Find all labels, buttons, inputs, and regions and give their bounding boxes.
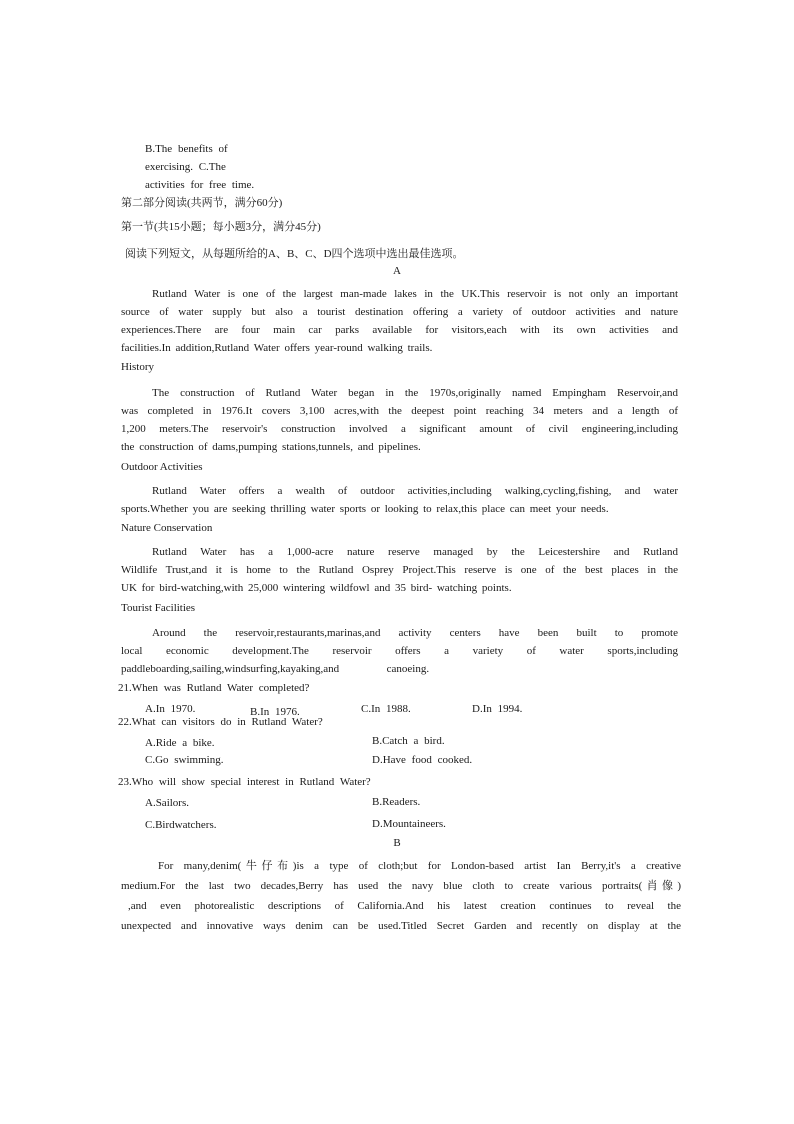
passage-a-intro [121, 285, 678, 357]
option-22-c: C.Go swimming. [145, 754, 224, 766]
section-heading-outdoor: Outdoor Activities [121, 461, 203, 473]
paragraph-line: the construction of dams,pumping stations,tunnels, and pipelines. [121, 441, 421, 453]
paragraph-line: Wildlife Trust,and it is home to the Rutland Osprey Project.This reserve is one of the best places in the [121, 564, 678, 576]
paragraph-line: sports.Whether you are seeking thrilling water sports or looking to relax,this place can meet your needs. [121, 503, 609, 515]
option-23-a: A.Sailors. [145, 797, 189, 809]
section-heading-facilities: Tourist Facilities [121, 602, 196, 614]
option-22-b: B.Catch a bird. [372, 735, 445, 747]
paragraph-line: experiences.There are four main car parks available for visitors,each with its own activities and [121, 324, 678, 336]
paragraph-outdoor [121, 482, 678, 518]
paragraph-line: source of water supply but also a tourist destination offering a variety of outdoor activities and nature [121, 306, 678, 318]
paragraph-line: was completed in 1976.It covers 3,100 acres,with the deepest point reaching 34 meters and a length of [121, 405, 678, 417]
paragraph-line: paddleboarding,sailing,windsurfing,kayaking,and canoeing. [121, 663, 430, 675]
option-23-d: D.Mountaineers. [372, 818, 446, 830]
section-heading-history: History [121, 361, 154, 373]
paragraph-line: ,and even photorealistic descriptions of California.And his latest creation continues to reveal the [128, 900, 681, 912]
option-22-a: A.Ride a bike. [145, 737, 215, 749]
option-22-d: D.Have food cooked. [372, 754, 473, 766]
option-21-c: C.In 1988. [361, 703, 411, 715]
question-23: 23.Who will show special interest in Rutland Water? [118, 776, 371, 788]
paragraph-history [121, 384, 678, 456]
paragraph-line: local economic development.The reservoir offers a variety of water sports,including [121, 645, 678, 657]
paragraph-line: Rutland Water has a 1,000-acre nature reserve managed by the Leicestershire and Rutland [152, 546, 678, 558]
paragraph-line: For many,denim(牛仔布)is a type of cloth;but for London-based artist Ian Berry,it's a creative [158, 860, 681, 872]
question-22: 22.What can visitors do in Rutland Water? [118, 716, 323, 728]
passage-b-letter: B [393, 837, 401, 849]
paragraph-line: Around the reservoir,restaurants,marinas,and activity centers have been built to promote [152, 627, 678, 639]
instructions: 阅读下列短文，从每题所给的A、B、C、D四个选项中选出最佳选项。 [125, 248, 464, 260]
paragraph-facilities [121, 624, 678, 678]
paragraph-line: facilities.In addition,Rutland Water offers year-round walking trails. [121, 342, 433, 354]
question-21: 21.When was Rutland Water completed? [118, 682, 310, 694]
paragraph-line: Rutland Water is one of the largest man-made lakes in the UK.This reservoir is not only an important [152, 288, 678, 300]
section-title: 第一节(共15小题；每小题3分，满分45分) [121, 221, 321, 233]
option-line: B.The benefits of [145, 143, 228, 155]
option-23-c: C.Birdwatchers. [145, 819, 217, 831]
part-title: 第二部分阅读(共两节，满分60分) [121, 197, 283, 209]
option-21-a: A.In 1970. [145, 703, 196, 715]
option-line: activities for free time. [145, 179, 255, 191]
paragraph-nature [121, 543, 678, 597]
passage-a-letter: A [393, 265, 401, 277]
option-21-d: D.In 1994. [472, 703, 523, 715]
paragraph-line: medium.For the last two decades,Berry has used the navy blue cloth to create various portraits(肖像) [121, 880, 681, 892]
paragraph-line: Rutland Water offers a wealth of outdoor activities,including walking,cycling,fishing, and water [152, 485, 678, 497]
paragraph-line: unexpected and innovative ways denim can be used.Titled Secret Garden and recently on display at the [121, 920, 681, 932]
previous-question-options [145, 140, 254, 194]
option-21-b: B.In 1976. [250, 706, 300, 718]
passage-b-paragraph [121, 856, 681, 936]
paragraph-line: UK for bird-watching,with 25,000 wintering wildfowl and 35 bird- watching points. [121, 582, 512, 594]
paragraph-line: 1,200 meters.The reservoir's construction involved a significant amount of civil engineering,including [121, 423, 678, 435]
option-23-b: B.Readers. [372, 796, 421, 808]
option-line: exercising. C.The [145, 161, 226, 173]
paragraph-line: The construction of Rutland Water began in the 1970s,originally named Empingham Reservoir,and [152, 387, 678, 399]
section-heading-nature: Nature Conservation [121, 522, 213, 534]
